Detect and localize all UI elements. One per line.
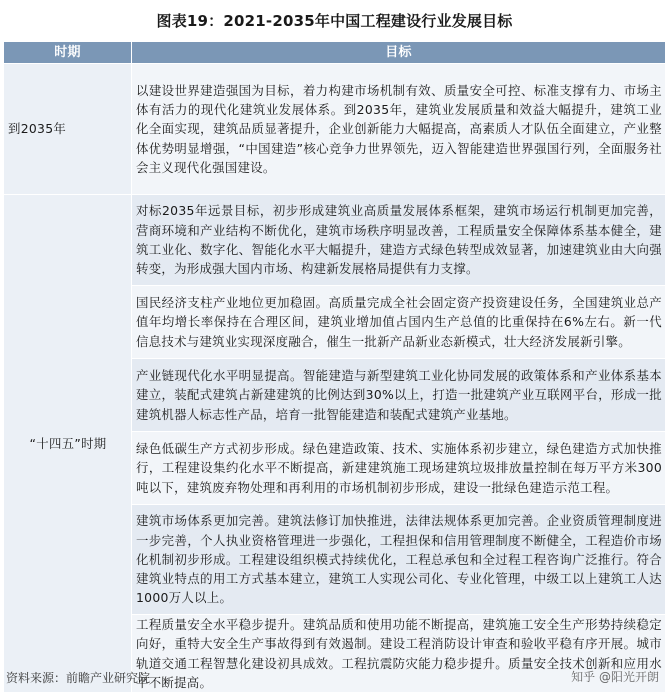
goal-cell: 绿色低碳生产方式初步形成。绿色建造政策、技术、实施体系初步建立，绿色建造方式加快推行，工程建设集约化水平不断提高，新建建筑施工现场建筑垃圾排放量控制在每万平方米300吨以下，建筑废弃物处理和再利用的市场机制初步形成，建设一批绿色建造示范工程。 [132,432,666,505]
chart-title: 图表19：2021-2035年中国工程建设行业发展目标 [156,12,513,30]
header-goal: 目标 [132,42,666,64]
goal-cell: 建筑市场体系更加完善。建筑法修订加快推进，法律法规体系更加完善。企业资质管理制度进一步完善，个人执业资格管理进一步强化，工程担保和信用管理制度不断健全，工程造价市场化机制初步形成。工程建设组织模式持续优化，工程总承包和全过程工程咨询广泛推行。符合建筑业特点的用工方式基本建立，建筑工人实现公司化、专业化管理，中级工以上建筑工人达1000万人以上。 [132,505,666,615]
period-cell-14th-five-year: “十四五”时期 [4,195,132,693]
goal-cell: 对标2035年远景目标，初步形成建筑业高质量发展体系框架，建筑市场运行机制更加完善，营商环境和产业结构不断优化，建筑市场秩序明显改善，工程质量安全保障体系基本健全，建筑工业化、数字化、智能化水平大幅提升，建造方式绿色转型成效显著，加速建筑业由大向强转变，为形成强大国内市场、构建新发展格局提供有力支撑。 [132,195,666,286]
goal-cell: 以建设世界建造强国为目标，着力构建市场机制有效、质量安全可控、标准支撑有力、市场主体有活力的现代化建筑业发展体系。到2035年，建筑业发展质量和效益大幅提升，建筑工业化全面实现，建筑品质显著提升，企业创新能力大幅提高，高素质人才队伍全面建立，产业整体优势明显增强，“中国建造”核心竞争力世界领先，迈入智能建造世界强国行列，全面服务社会主义现代化强国建设。 [132,64,666,195]
table-header-row [4,42,666,64]
goal-cell: 国民经济支柱产业地位更加稳固。高质量完成全社会固定资产投资建设任务，全国建筑业总产值年均增长率保持在合理区间，建筑业增加值占国内生产总值的比重保持在6%左右。新一代信息技术与建筑业实现深度融合，催生一批新产品新业态新模式，壮大经济发展新引擎。 [132,286,666,359]
watermark-text: 知乎 @阳光开朗 [571,670,659,684]
period-cell-2035: 到2035年 [4,64,132,195]
source-note: 资料来源：前瞻产业研究院 [6,671,151,685]
goals-table [3,41,666,693]
table-row [4,195,666,286]
goal-cell: 工程质量安全水平稳步提升。建筑品质和使用功能不断提高，建筑施工安全生产形势持续稳定向好，重特大安全生产事故得到有效遏制。建设工程消防设计审查和验收平稳有序开展。城市轨道交通工程智慧化建设初具成效。工程抗震防灾能力稳步提升。质量安全技术创新和应用水平不断提高。 [132,615,666,693]
goal-cell: 产业链现代化水平明显提高。智能建造与新型建筑工业化协同发展的政策体系和产业体系基本建立，装配式建筑占新建建筑的比例达到30%以上，打造一批建筑产业互联网平台，形成一批建筑机器人标志性产品，培育一批智能建造和装配式建筑产业基地。 [132,359,666,432]
header-period: 时期 [4,42,132,64]
table-row [4,64,666,195]
